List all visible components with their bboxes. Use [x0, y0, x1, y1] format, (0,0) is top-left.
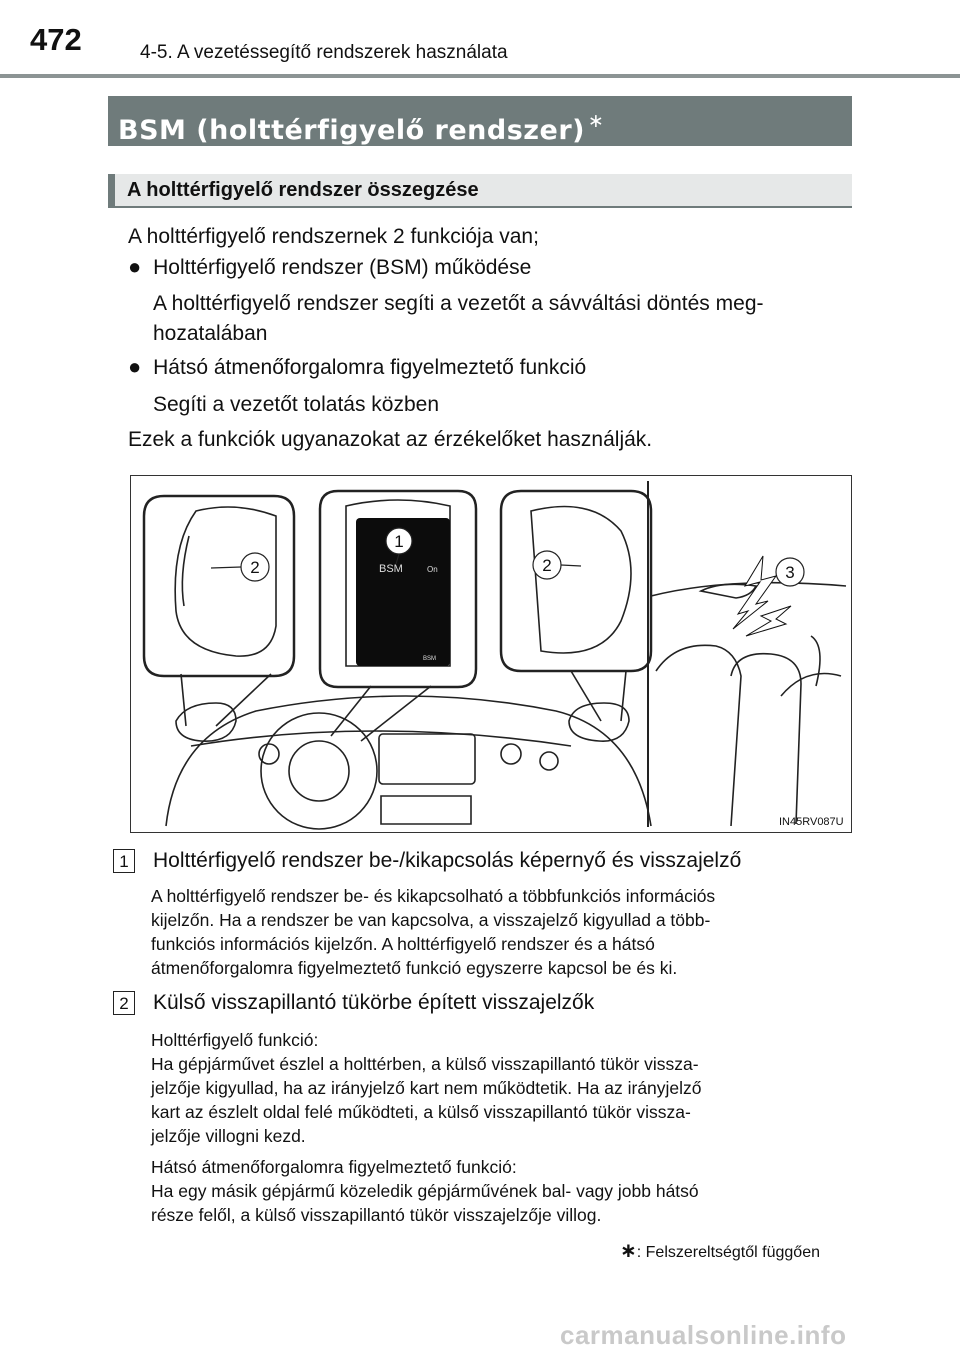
item-2-line: jelzője villogni kezd. [151, 1126, 306, 1146]
item-1-body [151, 884, 852, 980]
callout-2-right: 2 [542, 556, 552, 575]
item-2-line: jelzője kigyullad, ha az irányjelző kart nem működtetik. Ha az irányjelző [151, 1078, 702, 1098]
bullet-1-line-2: hozatalában [153, 322, 268, 345]
item-2-heading: Külső visszapillantó tükörbe épített visszajelzők [153, 991, 595, 1014]
item-1-number: 1 [113, 849, 135, 873]
outro-text: Ezek a funkciók ugyanazokat az érzékelőket használják. [128, 428, 653, 451]
item-1-line: kijelzőn. Ha a rendszer be van kapcsolva, a visszajelző kigyullad a több- [151, 910, 711, 930]
screen-label: BSM [379, 563, 403, 575]
item-2-line: része felől, a külső visszapillantó tükör visszajelzője villog. [151, 1205, 602, 1225]
bullet-1-heading: Holttérfigyelő rendszer (BSM) működése [153, 256, 532, 279]
item-2-line: Ha gépjárművet észlel a holttérben, a külső visszapillantó tükör vissza- [151, 1054, 699, 1074]
header-rule [0, 74, 960, 78]
footnote-text: : Felszereltségtől függően [636, 1244, 820, 1261]
page-title-text: BSM (holttérfigyelő rendszer) [118, 115, 585, 146]
footnote [620, 1238, 820, 1263]
item-1-line: funkciós információs kijelzőn. A holttérfigyelő rendszer és a hátsó [151, 934, 655, 954]
bullet-1-line-1: A holttérfigyelő rendszer segíti a vezetőt a sávváltási döntés meg- [153, 292, 764, 315]
bullet-2 [128, 352, 586, 383]
callout-3: 3 [785, 563, 795, 582]
bullet-1 [128, 252, 531, 283]
footnote-mark: ∗ [620, 1240, 637, 1262]
item-2-line: Ha egy másik gépjármű közeledik gépjárművének bal- vagy jobb hátsó [151, 1181, 699, 1201]
item-1-line: A holttérfigyelő rendszer be- és kikapcsolható a többfunkciós információs [151, 886, 716, 906]
item-2-number: 2 [113, 991, 135, 1015]
callout-1: 1 [394, 532, 404, 551]
section-subtitle: A holttérfigyelő rendszer összegzése [108, 174, 852, 208]
item-2-line: kart az észlelt oldal felé működteti, a külső visszapillantó tükör vissza- [151, 1102, 691, 1122]
screen-footer: BSM [423, 656, 437, 662]
intro-text: A holttérfigyelő rendszernek 2 funkciója van; [128, 225, 539, 248]
item-2-block-2-label: Hátsó átmenőforgalomra figyelmeztető funkció: [151, 1157, 517, 1177]
illustration-drawing [131, 476, 851, 832]
bullet-dot: ● [128, 254, 142, 279]
item-2-block-1-label: Holttérfigyelő funkció: [151, 1030, 319, 1050]
section-title: 4-5. A vezetéssegítő rendszerek használata [140, 42, 508, 63]
bullet-2-line-1: Segíti a vezetőt tolatás közben [153, 393, 440, 416]
watermark: carmanualsonline.info [560, 1320, 847, 1350]
page-title [108, 96, 852, 146]
bullet-dot: ● [128, 354, 142, 379]
bsm-illustration [130, 475, 852, 833]
page-title-mark: ∗ [587, 110, 605, 132]
bullet-2-heading: Hátsó átmenőforgalomra figyelmeztető funkció [153, 356, 587, 379]
item-1-heading: Holttérfigyelő rendszer be-/kikapcsolás képernyő és visszajelző [153, 849, 742, 872]
figure-code: IN45RV087U [779, 816, 844, 828]
item-2-block-1 [151, 1028, 852, 1148]
callout-2-left: 2 [250, 558, 260, 577]
item-2-block-2 [151, 1155, 852, 1227]
screen-value: On [427, 565, 438, 574]
item-1-line: átmenőforgalomra figyelmeztető funkció egyszerre kapcsol be és ki. [151, 958, 678, 978]
page-number: 472 [30, 22, 82, 57]
